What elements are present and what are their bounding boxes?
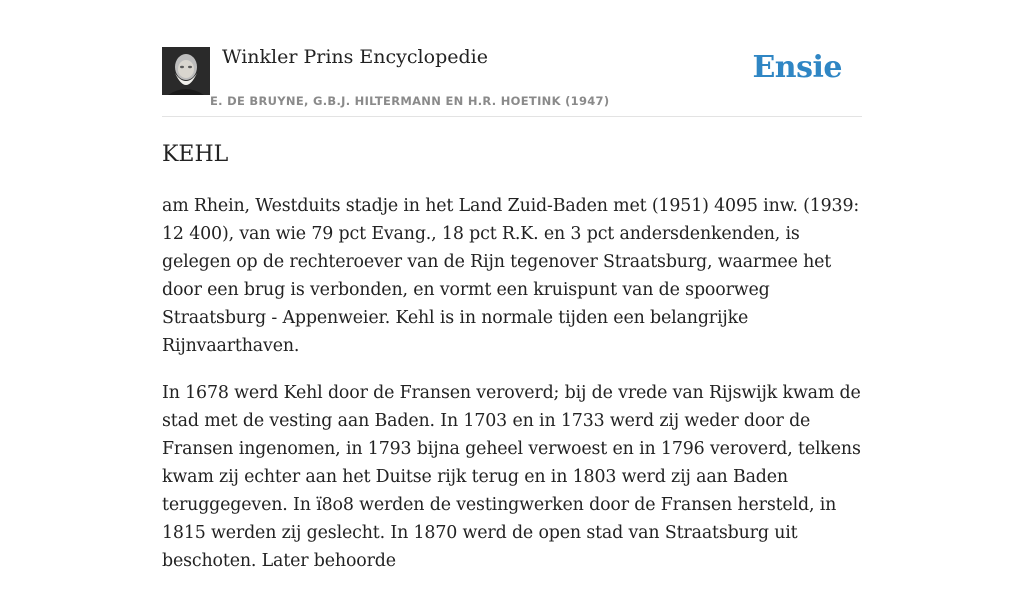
article-paragraph: am Rhein, Westduits stadje in het Land Zuid-Baden met (1951) 4095 inw. (1939: 12 400), van wie 79 pct Evang., 18 pct R.K. en 3 pct andersdenkenden, is gelegen op de rechteroever van de Rijn tegenover Straatsburg, waarmee het door een brug is verbonden, en vormt een kruispunt van de spoorweg Straatsburg - Appenweier. Kehl is in normale tijden een belangrijke Rijnvaarthaven. — [162, 196, 860, 356]
article-headword: KEHL — [162, 142, 229, 167]
article — [162, 138, 864, 594]
article-paragraph: In 1678 werd Kehl door de Fransen veroverd; bij de vrede van Rijswijk kwam de stad met de vesting aan Baden. In 1703 en in 1733 werd zij weder door de Fransen ingenomen, in 1793 bijna geheel verwoest en in 1796 veroverd, telkens kwam zij echter aan het Duitse rijk terug en in 1803 werd zij aan Baden teruggegeven. In ï8o8 werden de vestingwerken door de Fransen hersteld, in 1815 werden zij geslecht. In 1870 werd de open stad van Straatsburg uit beschoten. Later behoorde — [162, 383, 861, 571]
source-header — [162, 44, 862, 117]
source-title[interactable]: Winkler Prins Encyclopedie — [222, 46, 488, 68]
ensie-logo-link[interactable]: Ensie — [752, 50, 842, 85]
author-portrait-icon — [162, 47, 210, 95]
source-authors: E. DE BRUYNE, G.B.J. HILTERMANN EN H.R. HOETINK (1947) — [210, 94, 610, 108]
